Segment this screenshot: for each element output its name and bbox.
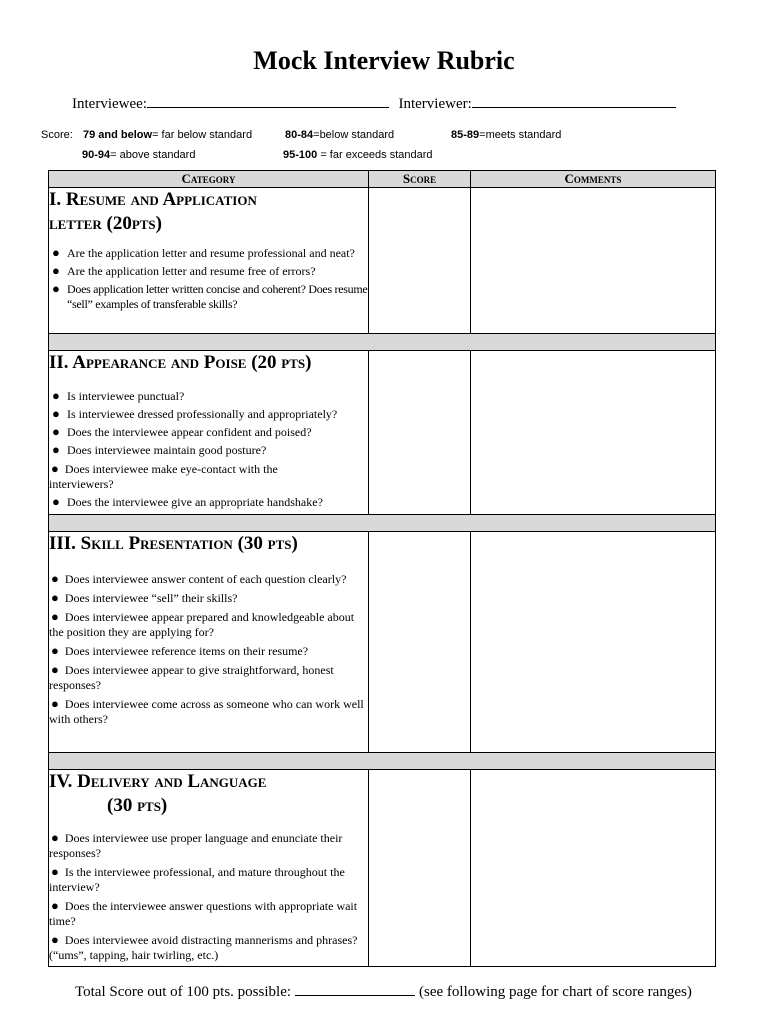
- section-3-criteria: [49, 571, 368, 727]
- interviewer-label: Interviewer:: [398, 96, 472, 112]
- bullet-icon: ●: [51, 461, 59, 476]
- section-2-score-cell[interactable]: [369, 351, 471, 515]
- section-1-category: [49, 188, 369, 334]
- section-1-title: I. Resume and Application letter (20pts): [49, 189, 257, 234]
- section-3-title: III. Skill Presentation (30 pts): [49, 533, 298, 554]
- header-score: Score: [369, 171, 471, 188]
- criterion-item: ● Does interviewee come across as someone who can work well with others?: [49, 696, 364, 726]
- bullet-icon: ●: [51, 571, 59, 586]
- interviewer-blank[interactable]: [472, 93, 676, 108]
- header-comments: Comments: [471, 171, 716, 188]
- bullet-icon: ●: [52, 281, 60, 296]
- bullet-icon: ●: [51, 643, 59, 658]
- bullet-icon: ●: [52, 494, 60, 509]
- page-title: Mock Interview Rubric: [253, 46, 515, 75]
- bullet-icon: ●: [51, 590, 59, 605]
- section-separator: [49, 753, 716, 770]
- section-3-category: [49, 532, 369, 753]
- criterion-item: ● Does interviewee use proper language and enunciate their responses?: [49, 830, 343, 860]
- names-row: [72, 93, 676, 113]
- bullet-icon: ●: [52, 406, 60, 421]
- bullet-icon: ●: [52, 424, 60, 439]
- bullet-icon: ●: [51, 662, 59, 677]
- score-ranges-note: (see following page for chart of score ranges): [419, 984, 692, 1000]
- bullet-icon: ●: [52, 388, 60, 403]
- rubric-table: [48, 170, 716, 967]
- criterion-item: ● Does interviewee appear to give straightforward, honest responses?: [49, 662, 334, 692]
- bullet-icon: ●: [51, 932, 59, 947]
- bullet-icon: ●: [51, 898, 59, 913]
- section-2-criteria: [49, 389, 368, 510]
- criterion-item: ● Does application letter written concise and coherent? Does resume “sell” examples of transferable skills?: [52, 281, 368, 311]
- bullet-icon: ●: [51, 830, 59, 845]
- criterion-item: ● Does interviewee answer content of each question clearly?: [51, 571, 347, 586]
- score-range-4: 90-94= above standard: [82, 149, 196, 161]
- section-2-comments-cell[interactable]: [471, 351, 716, 515]
- section-1-score-cell[interactable]: [369, 188, 471, 334]
- criterion-item: ● Are the application letter and resume free of errors?: [52, 263, 316, 278]
- section-separator: [49, 334, 716, 351]
- criterion-item: ● Is the interviewee professional, and mature throughout the interview?: [49, 864, 345, 894]
- criterion-item: ● Does interviewee maintain good posture?: [52, 442, 267, 457]
- score-legend-label: Score:: [41, 129, 73, 141]
- bullet-icon: ●: [52, 245, 60, 260]
- criterion-item: ● Does the interviewee answer questions with appropriate wait time?: [49, 898, 358, 928]
- section-2-category: [49, 351, 369, 515]
- criterion-item: ● Does the interviewee give an appropriate handshake?: [52, 494, 323, 509]
- criterion-item: ● Is interviewee dressed professionally and appropriately?: [52, 406, 338, 421]
- section-4-score-cell[interactable]: [369, 770, 471, 967]
- bullet-icon: ●: [52, 263, 60, 278]
- score-range-1: 79 and below= far below standard: [83, 129, 253, 141]
- section-4-criteria: [49, 830, 368, 963]
- criterion-item: ● Does interviewee make eye-contact with the interviewers?: [49, 461, 278, 491]
- bullet-icon: ●: [52, 442, 60, 457]
- section-3-comments-cell[interactable]: [471, 532, 716, 753]
- criterion-item: ● Does interviewee “sell” their skills?: [51, 590, 238, 605]
- score-range-3: 85-89=meets standard: [451, 129, 562, 141]
- section-1-criteria: [49, 246, 368, 312]
- section-3-score-cell[interactable]: [369, 532, 471, 753]
- interviewee-blank[interactable]: [147, 93, 389, 108]
- criterion-item: ● Does interviewee reference items on their resume?: [51, 643, 309, 658]
- criterion-item: ● Does interviewee avoid distracting mannerisms and phrases? (“ums”, tapping, hair twirling, etc.): [49, 932, 358, 962]
- total-score-row: [75, 981, 692, 1001]
- bullet-icon: ●: [51, 864, 59, 879]
- section-1-comments-cell[interactable]: [471, 188, 716, 334]
- section-4-comments-cell[interactable]: [471, 770, 716, 967]
- section-4-title: IV. Delivery and Language (30 pts): [49, 771, 267, 816]
- bullet-icon: ●: [51, 696, 59, 711]
- section-4-category: [49, 770, 369, 967]
- criterion-item: ● Does the interviewee appear confident and poised?: [52, 424, 312, 439]
- total-score-label: Total Score out of 100 pts. possible:: [75, 984, 292, 1000]
- interviewee-label: Interviewee:: [72, 96, 147, 112]
- bullet-icon: ●: [51, 609, 59, 624]
- score-range-5: 95-100 = far exceeds standard: [283, 149, 433, 161]
- header-category: Category: [49, 171, 369, 188]
- criterion-item: ● Is interviewee punctual?: [52, 388, 185, 403]
- criterion-item: ● Does interviewee appear prepared and knowledgeable about the position they are applying for?: [49, 609, 355, 639]
- total-score-blank[interactable]: [295, 981, 415, 996]
- section-2-title: II. Appearance and Poise (20 pts): [49, 352, 312, 373]
- criterion-item: ● Are the application letter and resume professional and neat?: [52, 245, 355, 260]
- score-range-2: 80-84=below standard: [285, 129, 395, 141]
- section-separator: [49, 515, 716, 532]
